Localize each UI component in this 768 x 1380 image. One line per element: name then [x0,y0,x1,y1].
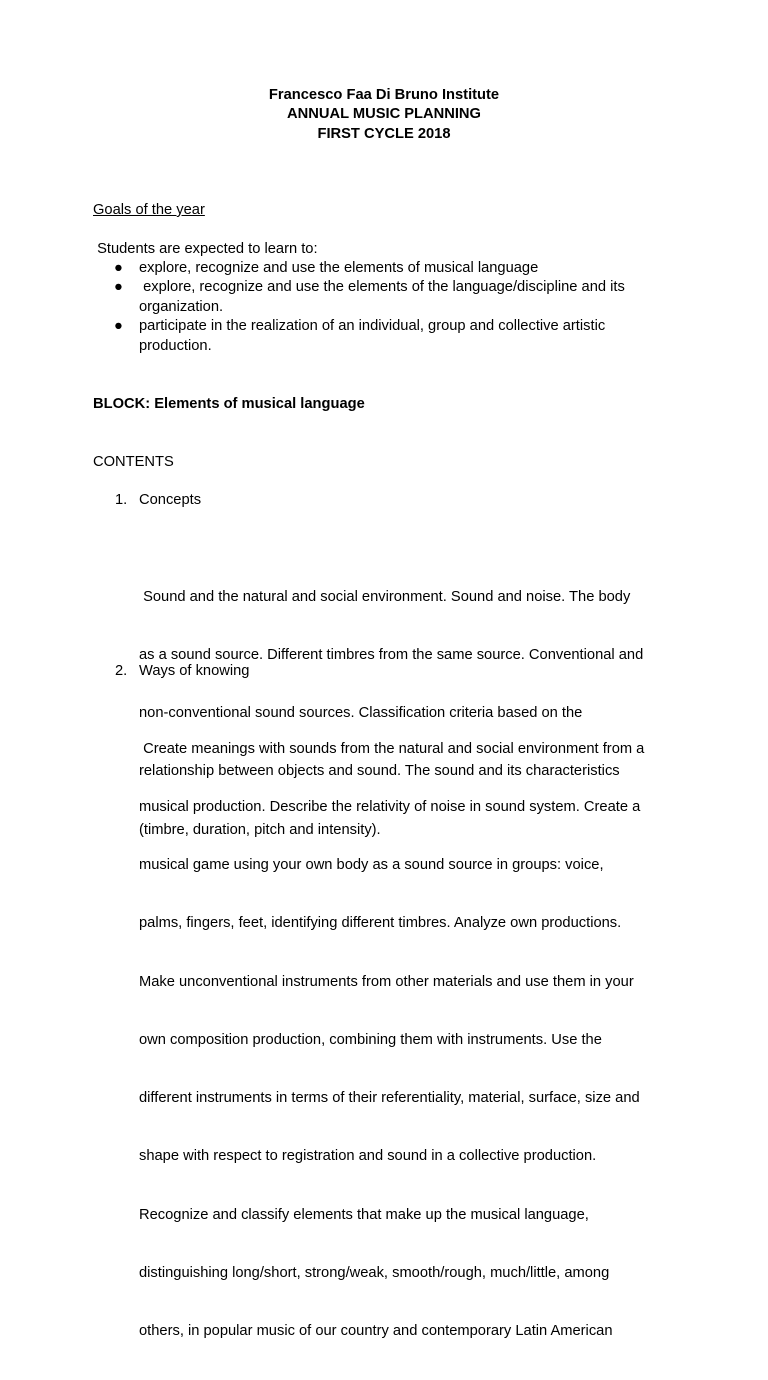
section-number: 2. [115,663,128,679]
document-title: ANNUAL MUSIC PLANNING [287,106,481,123]
paragraph-line: palms, fingers, feet, identifying different timbres. Analyze own productions. [139,915,622,932]
paragraph-line: non-conventional sound sources. Classification criteria based on the [139,705,583,722]
goal-text-line: explore, recognize and use the elements of musical language [139,260,539,276]
goal-item [93,278,673,317]
bullet-icon: ● [114,318,123,335]
goal-text-line: participate in the realization of an individual, group and collective artistic [139,318,606,335]
paragraph-line: own composition production, combining them with instruments. Use the [139,1031,602,1048]
bullet-icon: ● [114,260,123,276]
paragraph-line: different instruments in terms of their referentiality, material, surface, size and [139,1090,640,1107]
paragraph-line: musical production. Describe the relativity of noise in sound system. Create a [139,799,641,816]
section-number: 1. [115,492,128,508]
section-label: Concepts [139,492,202,508]
paragraph-line: (timbre, duration, pitch and intensity). [139,821,381,838]
goal-item [93,259,673,278]
contents-heading: CONTENTS [93,454,174,470]
paragraph-line: musical game using your own body as a sound source in groups: voice, [139,857,604,874]
block-heading: BLOCK: Elements of musical language [93,396,365,412]
goal-text-line: explore, recognize and use the elements of the language/discipline and its [139,279,625,296]
ways-of-knowing-paragraph [139,701,675,1380]
paragraph-line: Recognize and classify elements that make up the musical language, [139,1206,589,1223]
goals-list [93,259,673,356]
goals-intro: Students are expected to learn to: [93,241,318,257]
paragraph-line: shape with respect to registration and sound in a collective production. [139,1148,597,1165]
document-title-block [0,86,768,144]
paragraph-line: relationship between objects and sound. The sound and its characteristics [139,763,620,780]
cycle-label: FIRST CYCLE 2018 [317,125,451,142]
section-label: Ways of knowing [139,663,250,679]
paragraph-line: Make unconventional instruments from other materials and use them in your [139,973,634,990]
goals-heading: Goals of the year [93,202,205,218]
paragraph-line: as a sound source. Different timbres from the same source. Conventional and [139,647,644,664]
goal-item [93,317,673,356]
paragraph-line: Sound and the natural and social environment. Sound and noise. The body [139,588,631,605]
paragraph-line: distinguishing long/short, strong/weak, smooth/rough, much/little, among [139,1264,610,1281]
paragraph-line: others, in popular music of our country and contemporary Latin American [139,1323,613,1339]
goal-text-line: organization. [139,298,224,315]
institution-name: Francesco Faa Di Bruno Institute [268,87,500,103]
paragraph-line: Create meanings with sounds from the natural and social environment from a [139,740,645,757]
bullet-icon: ● [114,279,123,296]
goal-text-line: production. [139,337,212,354]
